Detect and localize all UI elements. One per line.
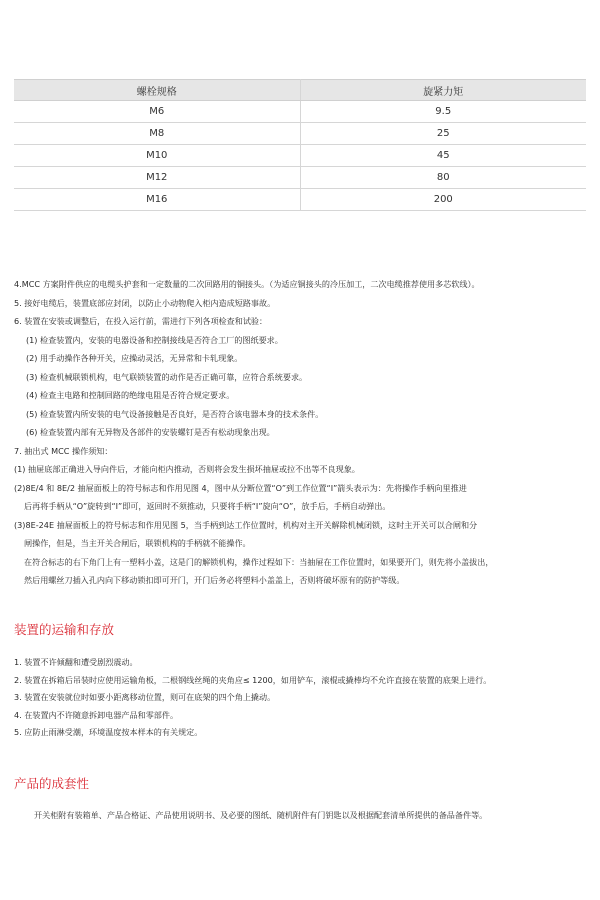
list-item: 5. 应防止雨淋受潮，环境温度按本样本的有关规定。 bbox=[14, 727, 203, 737]
instruction-line: (1) 抽屉底部正确进入导向件后，才能向柜内推动，否则将会发生损坏抽屉或拉不出等不良现象。 bbox=[14, 464, 360, 474]
torque-cell: 45 bbox=[300, 145, 586, 167]
list-item: 2. 装置在拆箱后吊装时应使用运输角板，二根钢线丝绳的夹角应≤ 1200，如用铲车，滚棍或撬棒均不允许直接在装置的底架上进行。 bbox=[14, 674, 492, 685]
column-header-torque: 旋紧力矩 bbox=[300, 80, 586, 101]
instruction-line: 6. 装置在安装或调整后，在投入运行前，需进行下列各项检查和试验： bbox=[14, 316, 268, 326]
torque-cell: 25 bbox=[300, 123, 586, 145]
torque-table bbox=[14, 79, 586, 211]
instruction-line: (3) 检查机械联锁机构，电气联锁装置的动作是否正确可靠，应符合系统要求。 bbox=[26, 371, 308, 382]
instruction-line: (6) 检查装置内部有无异物及各部件的安装螺钉是否有松动现象出现。 bbox=[26, 427, 275, 437]
table-row bbox=[14, 167, 586, 189]
instruction-line: 然后用螺丝刀插入孔内向下移动锁扣即可开门，开门后务必将塑料小盖盖上，否则将破坏原有的防护等级。 bbox=[24, 575, 405, 585]
bolt-spec-cell: M10 bbox=[14, 145, 300, 167]
transport-heading: 装置的运输和存放 bbox=[14, 622, 115, 637]
instruction-line: 7. 抽出式 MCC 操作须知： bbox=[14, 445, 113, 456]
torque-cell: 9.5 bbox=[300, 101, 586, 123]
table-row bbox=[14, 145, 586, 167]
table-row bbox=[14, 123, 586, 145]
completeness-heading: 产品的成套性 bbox=[14, 776, 90, 791]
table-header-row bbox=[14, 80, 586, 101]
list-item: 4. 在装置内不许随意拆卸电器产品和零部件。 bbox=[14, 709, 179, 720]
transport-list bbox=[14, 654, 594, 742]
table-row bbox=[14, 189, 586, 211]
instruction-line: (2) 用手动操作各种开关，应操动灵活，无异常和卡轧现象。 bbox=[26, 353, 243, 363]
completeness-text: 开关柜附有装箱单、产品合格证、产品使用说明书、及必要的图纸、随机附件有门钥匙以及根据配套清单所提供的备品备件等。 bbox=[34, 810, 488, 820]
instruction-line: (2)8E/4 和 8E/2 抽屉面板上的符号标志和作用见图 4，图中从分断位置“O”到工作位置“I”箭头表示为：先将操作手柄向里推进 bbox=[14, 482, 467, 493]
instruction-line: 闸操作，但是，当主开关合闸后，联锁机构的手柄就不能操作。 bbox=[24, 538, 251, 548]
instruction-line: 4.MCC 方案附件供应的电缆头护套和一定数量的二次回路用的铜接头。（为适应铜接头的冷压加工，二次电缆推荐使用多芯软线）。 bbox=[14, 279, 480, 289]
bolt-spec-cell: M16 bbox=[14, 189, 300, 211]
instruction-line: (1) 检查装置内，安装的电器设备和控制接线是否符合工厂的图纸要求。 bbox=[26, 334, 283, 345]
list-item: 3. 装置在安装就位时如要小距离移动位置，则可在底架的四个角上撬动。 bbox=[14, 692, 276, 702]
instruction-line: 在符合标志的右下角门上有一塑料小盖，这是门的解锁机构，操作过程如下：当抽屉在工作位置时，如果要开门，则先将小盖拔出， bbox=[24, 556, 494, 567]
table-row bbox=[14, 101, 586, 123]
bolt-spec-cell: M6 bbox=[14, 101, 300, 123]
instruction-line: 后再将手柄从“O”旋转到“I”即可，返回时不须推动，只要将手柄“I”旋向“O”，放手后，手柄自动弹出。 bbox=[24, 501, 391, 511]
torque-cell: 200 bbox=[300, 189, 586, 211]
installation-instructions bbox=[14, 275, 594, 590]
instruction-line: 5. 接好电缆后，装置底部应封闭，以防止小动物爬入柜内造成短路事故。 bbox=[14, 297, 276, 308]
torque-cell: 80 bbox=[300, 167, 586, 189]
column-header-bolt-spec: 螺栓规格 bbox=[14, 80, 300, 101]
instruction-line: (5) 检查装置内所安装的电气设备接触是否良好，是否符合该电器本身的技术条件。 bbox=[26, 408, 324, 419]
bolt-spec-cell: M8 bbox=[14, 123, 300, 145]
instruction-line: (4) 检查主电路和控制回路的绝缘电阻是否符合规定要求。 bbox=[26, 390, 235, 400]
bolt-spec-cell: M12 bbox=[14, 167, 300, 189]
list-item: 1. 装置不许倾翻和遭受剧烈震动。 bbox=[14, 657, 138, 667]
instruction-line: (3)8E-24E 抽屉面板上的符号标志和作用见图 5，当手柄到达工作位置时，机构对主开关解除机械闭锁，这时主开关可以合闸和分 bbox=[14, 519, 478, 530]
